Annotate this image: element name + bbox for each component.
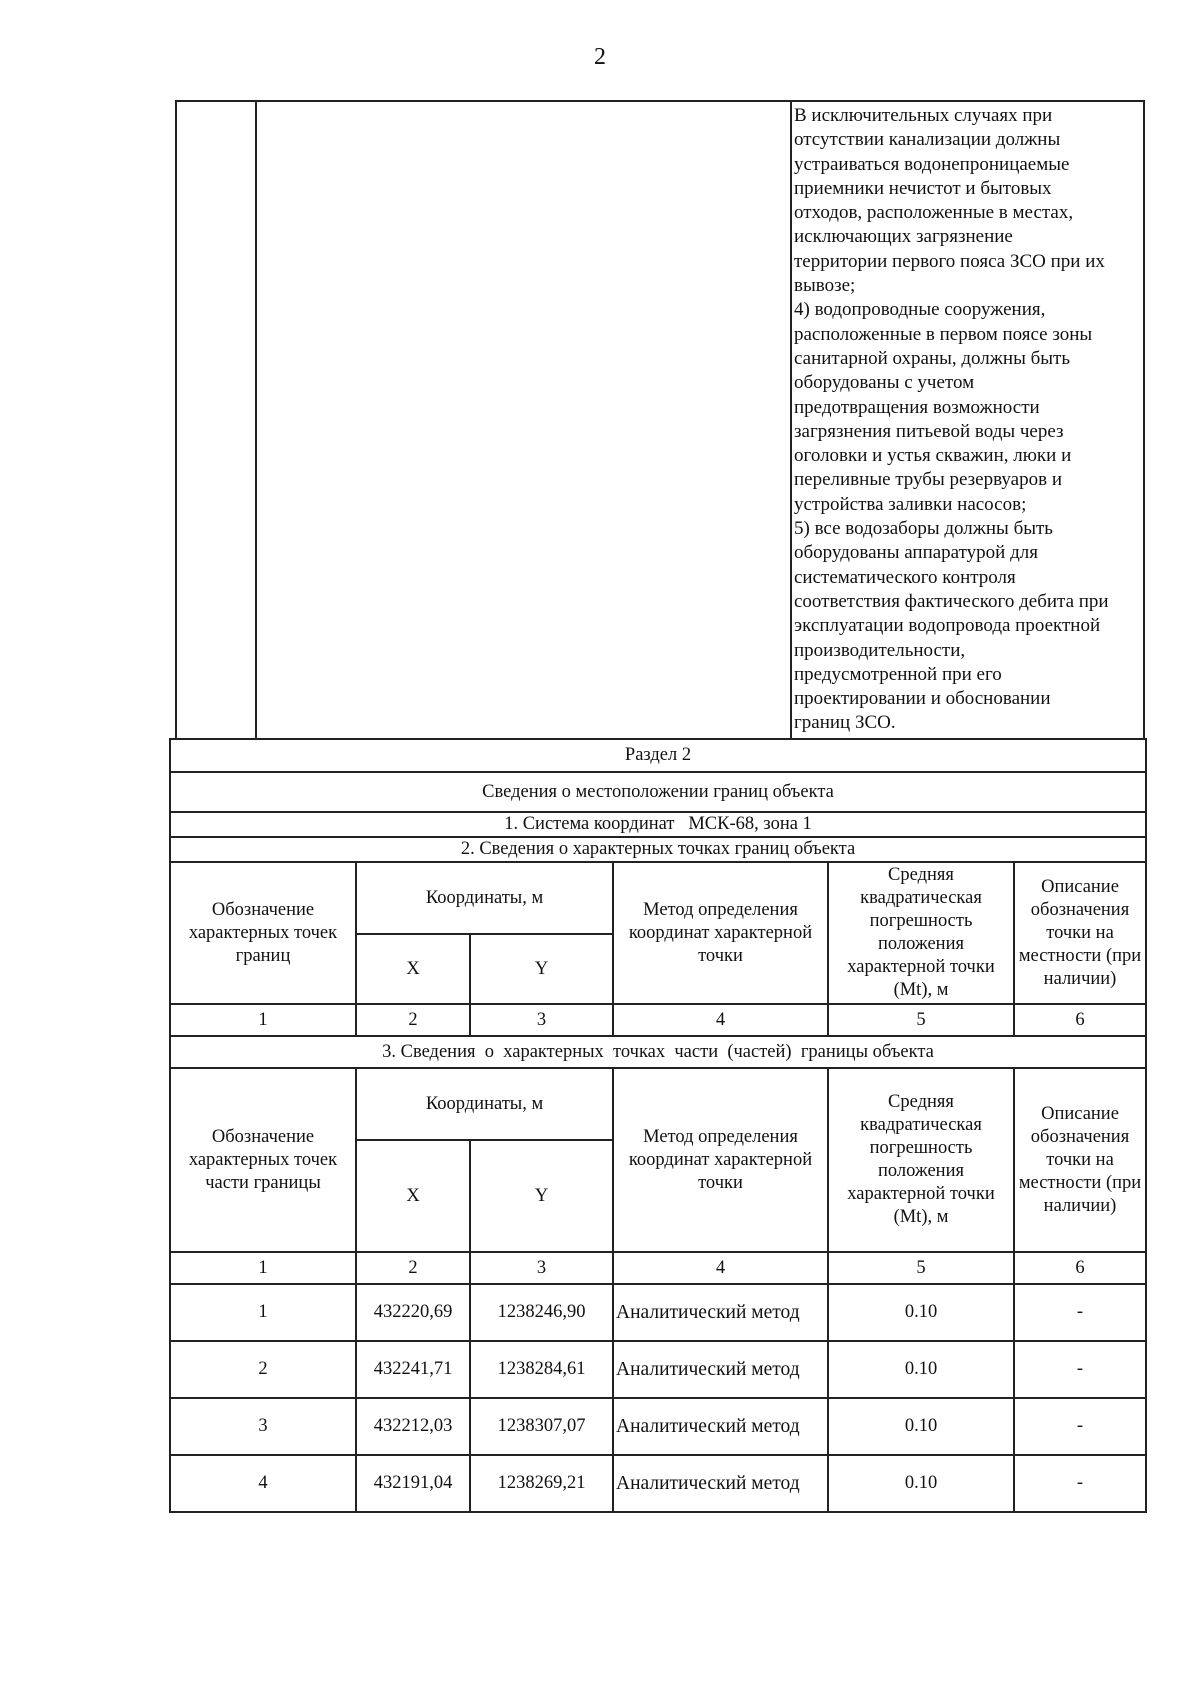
table-row bbox=[170, 1398, 1146, 1455]
continuation-text-line: исключающих загрязнение bbox=[794, 226, 1013, 248]
coordinate-system-line: 1. Система координат МСК-68, зона 1 bbox=[170, 812, 1146, 837]
t1-colnum: 2 bbox=[356, 1004, 470, 1036]
continuation-text-line: приемники нечистот и бытовых bbox=[794, 177, 1052, 199]
boundary-points-line: 2. Сведения о характерных точках границ объекта bbox=[170, 837, 1146, 862]
t2-colnum: 3 bbox=[470, 1252, 613, 1284]
point-method: Аналитический метод bbox=[613, 1284, 828, 1341]
t1-colnum: 1 bbox=[170, 1004, 356, 1036]
point-mt: 0.10 bbox=[828, 1455, 1014, 1512]
t2-colnum: 4 bbox=[613, 1252, 828, 1284]
continuation-text-line: эксплуатации водопровода проектной bbox=[794, 615, 1101, 637]
point-method: Аналитический метод bbox=[613, 1455, 828, 1512]
point-description: - bbox=[1014, 1398, 1146, 1455]
continuation-text-line: отсутствии канализации должны bbox=[794, 129, 1061, 151]
point-description: - bbox=[1014, 1455, 1146, 1512]
t1-header-x: X bbox=[356, 934, 470, 1004]
t2-header-coords: Координаты, м bbox=[356, 1068, 613, 1140]
continuation-text-line: 5) все водозаборы должны быть bbox=[794, 518, 1053, 540]
t2-header-error: Средняя квадратическая погрешность положения характерной точки (Mt), м bbox=[828, 1068, 1014, 1252]
point-y: 1238269,21 bbox=[470, 1455, 613, 1512]
continuation-text-line: систематического контроля bbox=[794, 566, 1016, 588]
continuation-text-line: устраиваться водонепроницаемые bbox=[794, 153, 1070, 175]
t1-colnum: 5 bbox=[828, 1004, 1014, 1036]
t2-header-method: Метод определения координат характерной точки bbox=[613, 1068, 828, 1252]
t1-colnum: 6 bbox=[1014, 1004, 1146, 1036]
continuation-text-line: предотвращения возможности bbox=[794, 396, 1040, 418]
page-number: 2 bbox=[594, 44, 606, 70]
continuation-text-line: производительности, bbox=[794, 639, 966, 661]
point-x: 432212,03 bbox=[356, 1398, 470, 1455]
point-y: 1238307,07 bbox=[470, 1398, 613, 1455]
t1-header-designation: Обозначение характерных точек границ bbox=[170, 862, 356, 1004]
t2-colnum: 5 bbox=[828, 1252, 1014, 1284]
t1-header-method: Метод определения координат характерной точки bbox=[613, 862, 828, 1004]
t2-colnum: 6 bbox=[1014, 1252, 1146, 1284]
table-row bbox=[170, 1455, 1146, 1512]
continuation-text-line: соответствия фактического дебита при bbox=[794, 590, 1109, 612]
continuation-text-line: расположенные в первом поясе зоны bbox=[794, 323, 1093, 345]
point-number: 3 bbox=[170, 1398, 356, 1455]
continuation-text-line: 4) водопроводные сооружения, bbox=[794, 299, 1046, 321]
continuation-text-line: переливные трубы резервуаров и bbox=[794, 469, 1062, 491]
table-row bbox=[170, 1341, 1146, 1398]
t1-colnum: 4 bbox=[613, 1004, 828, 1036]
boundary-table bbox=[169, 738, 1147, 1513]
t2-header-designation: Обозначение характерных точек части границы bbox=[170, 1068, 356, 1252]
continuation-text-line: предусмотренной при его bbox=[794, 663, 1002, 685]
point-mt: 0.10 bbox=[828, 1341, 1014, 1398]
continuation-text-line: оборудованы с учетом bbox=[794, 372, 975, 394]
t1-header-error: Средняя квадратическая погрешность положения характерной точки (Mt), м bbox=[828, 862, 1014, 1004]
t2-header-y: Y bbox=[470, 1140, 613, 1252]
t1-header-y: Y bbox=[470, 934, 613, 1004]
point-number: 1 bbox=[170, 1284, 356, 1341]
point-x: 432220,69 bbox=[356, 1284, 470, 1341]
point-x: 432191,04 bbox=[356, 1455, 470, 1512]
point-x: 432241,71 bbox=[356, 1341, 470, 1398]
section-title: Раздел 2 bbox=[170, 739, 1146, 772]
continuation-text-line: оборудованы аппаратурой для bbox=[794, 542, 1038, 564]
continuation-text-line: В исключительных случаях при bbox=[794, 105, 1053, 126]
point-method: Аналитический метод bbox=[613, 1398, 828, 1455]
t1-header-description: Описание обозначения точки на местности (при наличии) bbox=[1014, 862, 1146, 1004]
point-description: - bbox=[1014, 1284, 1146, 1341]
point-number: 2 bbox=[170, 1341, 356, 1398]
section-heading: Сведения о местоположении границ объекта bbox=[170, 772, 1146, 812]
point-number: 4 bbox=[170, 1455, 356, 1512]
t2-header-description: Описание обозначения точки на местности (при наличии) bbox=[1014, 1068, 1146, 1252]
continuation-col-1 bbox=[177, 102, 257, 738]
point-mt: 0.10 bbox=[828, 1284, 1014, 1341]
continuation-text bbox=[792, 104, 1142, 740]
part-boundary-points-line: 3. Сведения о характерных точках части (частей) границы объекта bbox=[170, 1036, 1146, 1068]
t2-header-x: X bbox=[356, 1140, 470, 1252]
continuation-text-line: отходов, расположенные в местах, bbox=[794, 202, 1074, 224]
point-description: - bbox=[1014, 1341, 1146, 1398]
point-mt: 0.10 bbox=[828, 1398, 1014, 1455]
continuation-col-2 bbox=[257, 102, 792, 738]
table-row bbox=[170, 1284, 1146, 1341]
t1-header-coords: Координаты, м bbox=[356, 862, 613, 934]
continuation-text-line: устройства заливки насосов; bbox=[794, 493, 1027, 515]
continuation-text-line: вывозе; bbox=[794, 275, 856, 297]
t2-colnum: 1 bbox=[170, 1252, 356, 1284]
continuation-text-line: санитарной охраны, должны быть bbox=[794, 347, 1070, 369]
continuation-text-line: оголовки и устья скважин, люки и bbox=[794, 445, 1072, 467]
t1-colnum: 3 bbox=[470, 1004, 613, 1036]
point-method: Аналитический метод bbox=[613, 1341, 828, 1398]
continuation-text-line: границ ЗСО. bbox=[794, 712, 896, 734]
continuation-table bbox=[175, 100, 1145, 738]
t2-colnum: 2 bbox=[356, 1252, 470, 1284]
point-y: 1238284,61 bbox=[470, 1341, 613, 1398]
continuation-text-line: территории первого пояса ЗСО при их bbox=[794, 250, 1105, 272]
continuation-text-line: загрязнения питьевой воды через bbox=[794, 420, 1064, 442]
continuation-text-line: проектировании и обосновании bbox=[794, 688, 1051, 710]
point-y: 1238246,90 bbox=[470, 1284, 613, 1341]
